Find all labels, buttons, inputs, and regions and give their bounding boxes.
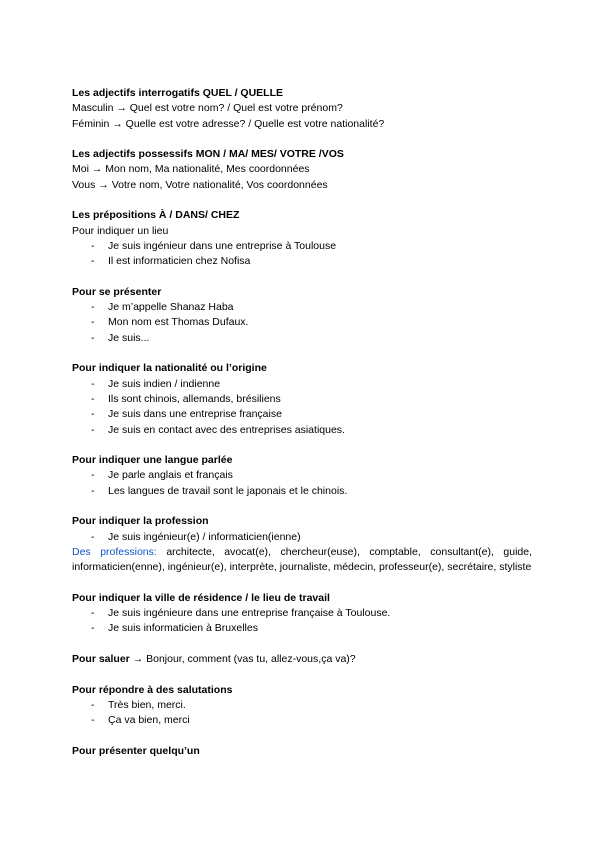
section-title-possessifs: Les adjectifs possessifs MON / MA/ MES/ VOTRE /VOS	[72, 148, 344, 161]
saluer-line	[72, 652, 532, 667]
text-line: Masculin → Quel est votre nom? / Quel est votre prénom?	[72, 102, 343, 115]
section-title-interrogatifs: Les adjectifs interrogatifs QUEL / QUELLE	[72, 87, 284, 99]
list-item: - Ça va bien, merci	[72, 713, 532, 728]
list-item: - Je suis ingénieur(e) / informaticien(ienne)	[72, 530, 532, 545]
list-item: - Mon nom est Thomas Dufaux.	[72, 315, 532, 330]
list-item: - Je suis indien / indienne	[72, 377, 532, 392]
professions-label: Des professions:	[72, 545, 157, 558]
bullet-list	[72, 530, 532, 545]
section-title-residence: Pour indiquer la ville de résidence / le lieu de travail	[72, 591, 330, 604]
professions-paragraph	[72, 545, 532, 576]
bullet-list	[72, 300, 532, 346]
list-item: - Je suis informaticien à Bruxelles	[72, 621, 532, 636]
saluer-text: → Bonjour, comment (vas tu, allez-vous,ça va)?	[129, 652, 356, 665]
section-title-saluer: Pour saluer	[72, 652, 130, 665]
section-title-nationalite: Pour indiquer la nationalité ou l’origine	[72, 362, 267, 375]
section-title-prepositions: Les prépositions À / DANS/ CHEZ	[72, 209, 240, 222]
list-item: - Je suis en contact avec des entreprises asiatiques.	[72, 423, 532, 438]
list-item: - Je parle anglais et français	[72, 468, 532, 483]
list-item: - Les langues de travail sont le japonais et le chinois.	[72, 484, 532, 499]
list-item: - Il est informaticien chez Nofisa	[72, 254, 532, 269]
section-title-se-presenter: Pour se présenter	[72, 285, 162, 298]
text-line: Féminin → Quelle est votre adresse? / Quelle est votre nationalité?	[72, 117, 385, 130]
list-item: - Très bien, merci.	[72, 698, 532, 713]
professions-text: architecte, avocat(e), chercheur(euse), comptable, consultant(e), guide, informaticien(enne), ingénieur(e), interprète, journaliste, médecin, professeur(e), secrétaire, styliste	[72, 545, 532, 574]
bullet-list	[72, 698, 532, 729]
text-line: Moi → Mon nom, Ma nationalité, Mes coordonnées	[72, 163, 310, 176]
bullet-list	[72, 468, 532, 499]
section-title-presenter-quelquun: Pour présenter quelqu’un	[72, 744, 200, 757]
text-line: Pour indiquer un lieu	[72, 224, 169, 237]
list-item: - Ils sont chinois, allemands, brésiliens	[72, 392, 532, 407]
list-item: - Je suis...	[72, 331, 532, 346]
section-title-langue: Pour indiquer une langue parlée	[72, 454, 233, 467]
bullet-list	[72, 606, 532, 637]
section-title-repondre: Pour répondre à des salutations	[72, 683, 233, 696]
text-line: Vous → Votre nom, Votre nationalité, Vos coordonnées	[72, 178, 328, 191]
list-item: - Je suis ingénieur dans une entreprise à Toulouse	[72, 239, 532, 254]
bullet-list	[72, 377, 532, 438]
list-item: - Je suis ingénieure dans une entreprise française à Toulouse.	[72, 606, 532, 621]
section-title-profession: Pour indiquer la profession	[72, 515, 209, 528]
list-item: - Je m’appelle Shanaz Haba	[72, 300, 532, 315]
bullet-list	[72, 239, 532, 270]
list-item: - Je suis dans une entreprise française	[72, 407, 532, 422]
document-page	[72, 86, 532, 759]
